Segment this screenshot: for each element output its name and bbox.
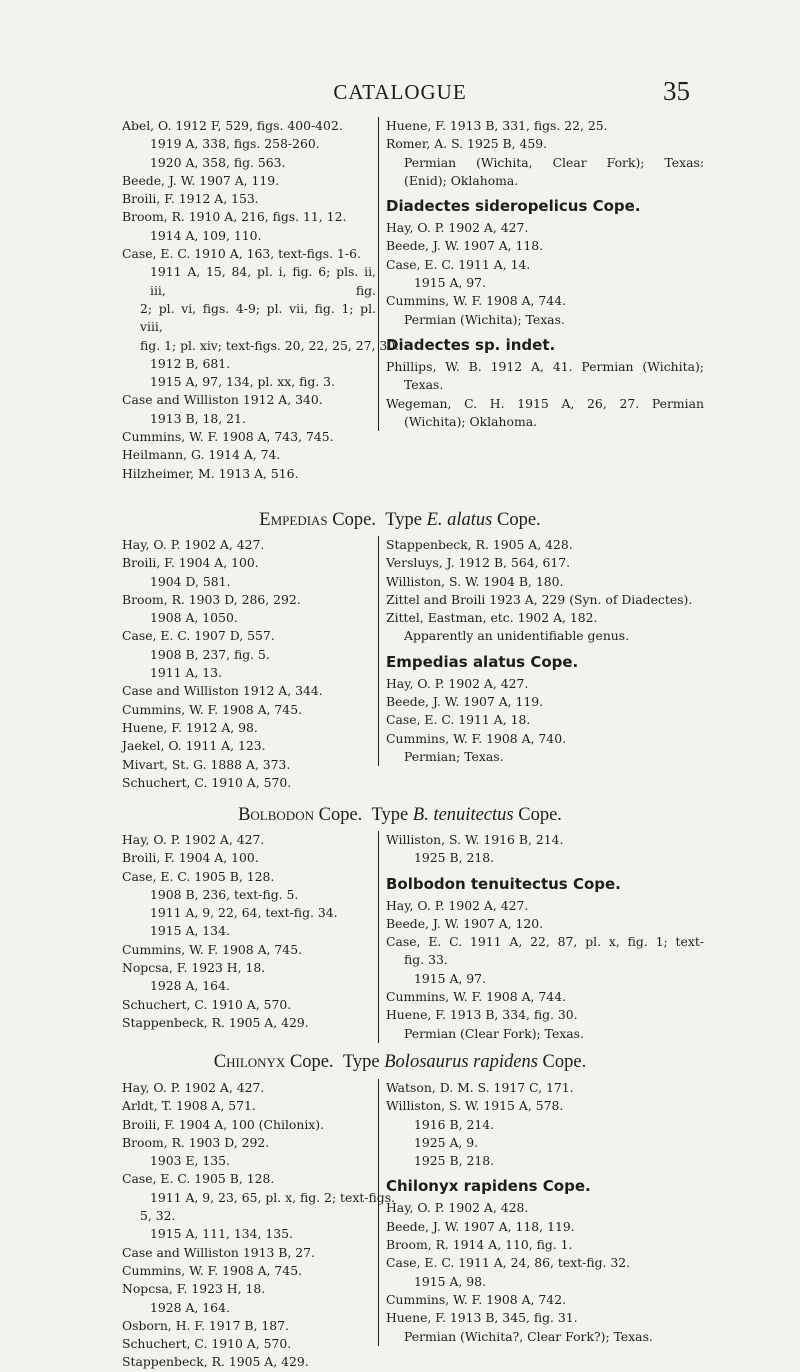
reference-line: 1920 A, 358, fig. 563. (150, 154, 286, 170)
reference-line: Mivart, St. G. 1888 A, 373. (122, 756, 291, 772)
genus-heading (0, 805, 800, 826)
reference-line: Phillips, W. B. 1912 A, 41. Permian (Wichita); (386, 358, 704, 374)
reference-line: Broili, F. 1912 A, 153. (122, 191, 259, 207)
reference-line: Jaekel, O. 1911 A, 123. (122, 738, 266, 754)
species-heading: Diadectes sp. indet. (386, 335, 556, 354)
reference-line: 1916 B, 214. (414, 1116, 495, 1132)
reference-line: Broom, R. 1910 A, 216, figs. 11, 12. (122, 209, 347, 225)
reference-line: Cummins, W. F. 1908 A, 745. (122, 941, 303, 957)
reference-line: Broom, R. 1914 A, 110, fig. 1. (386, 1237, 573, 1253)
reference-line: Case, E. C. 1905 B, 128. (122, 1171, 275, 1187)
reference-line: Case, E. C. 1911 A, 18. (386, 712, 531, 728)
type-prefix: Type (385, 510, 422, 530)
reference-line: 1914 A, 109, 110. (150, 227, 262, 243)
reference-line: (Wichita); Oklahoma. (404, 413, 538, 429)
type-author: Cope. (497, 510, 541, 530)
type-prefix: Type (371, 805, 409, 825)
reference-line: Beede, J. W. 1907 A, 118, 119. (386, 1218, 575, 1234)
reference-line: Case, E. C. 1911 A, 24, 86, text-fig. 32. (386, 1255, 631, 1271)
type-species: B. tenuitectus (412, 805, 514, 825)
species-heading: Bolbodon tenuitectus Cope. (386, 874, 621, 893)
reference-line: Hay, O. P. 1902 A, 427. (386, 897, 529, 913)
reference-line: 1928 A, 164. (150, 1299, 230, 1315)
right-column (378, 1079, 704, 1346)
reference-line: Permian (Wichita); Texas. (404, 311, 565, 327)
reference-line: 1915 A, 111, 134, 135. (150, 1226, 293, 1242)
reference-line: Williston, S. W. 1904 B, 180. (386, 573, 564, 589)
reference-line: 1915 A, 97, 134, pl. xx, fig. 3. (150, 374, 335, 390)
reference-line: Broili, F. 1904 A, 100. (122, 555, 259, 571)
reference-line: Case and Williston 1913 B, 27. (122, 1244, 315, 1260)
genus-author: Cope. (289, 1052, 334, 1072)
reference-line: Beede, J. W. 1907 A, 119. (122, 172, 280, 188)
reference-line: Apparently an unidentifiable genus. (404, 628, 630, 644)
right-column (378, 831, 704, 1043)
reference-line: 1928 A, 164. (150, 978, 230, 994)
reference-line: Huene, F. 1913 B, 345, fig. 31. (386, 1310, 578, 1326)
reference-line: Hilzheimer, M. 1913 A, 516. (122, 465, 299, 481)
reference-line: Zittel and Broili 1923 A, 229 (Syn. of Diadectes). (386, 591, 693, 607)
genus-name: Empedias (259, 510, 328, 530)
reference-line: Wegeman, C. H. 1915 A, 26, 27. Permian (386, 395, 704, 411)
reference-line: Cummins, W. F. 1908 A, 743, 745. (122, 429, 334, 445)
genus-heading (0, 510, 800, 531)
reference-line: Watson, D. M. S. 1917 C, 171. (386, 1080, 574, 1095)
reference-line: Case and Williston 1912 A, 344. (122, 683, 323, 699)
reference-line: 5, 32. (140, 1208, 176, 1224)
reference-line: 1911 A, 13. (150, 665, 223, 681)
reference-line: Williston, S. W. 1915 A, 578. (386, 1098, 564, 1114)
species-heading: Empedias alatus Cope. (386, 652, 579, 671)
genus-author: Cope. (318, 805, 363, 825)
reference-line: 1911 A, 15, 84, pl. i, fig. 6; pls. ii, iii, fig. (150, 264, 376, 298)
reference-line: fig. 1; pl. xiv; text-figs. 20, 22, 25, 27, 30. (140, 337, 400, 353)
running-title: CATALOGUE (333, 80, 467, 104)
reference-line: 1919 A, 338, figs. 258-260. (150, 136, 320, 152)
reference-line: Schuchert, C. 1910 A, 570. (122, 996, 292, 1012)
reference-line: Broom, R. 1903 D, 292. (122, 1134, 270, 1150)
reference-line: 2; pl. vi, figs. 4-9; pl. vii, fig. 1; pl. viii, (140, 300, 376, 335)
reference-line: Huene, F. 1913 B, 334, fig. 30. (386, 1007, 578, 1023)
left-column (122, 117, 400, 483)
reference-line: Case, E. C. 1905 B, 128. (122, 868, 275, 884)
reference-line: Williston, S. W. 1916 B, 214. (386, 832, 564, 847)
reference-line: Cummins, W. F. 1908 A, 744. (386, 989, 567, 1005)
reference-line: Hay, O. P. 1902 A, 428. (386, 1200, 529, 1216)
reference-line: 1908 B, 236, text-fig. 5. (150, 886, 299, 902)
reference-line: Nopcsa, F. 1923 H, 18. (122, 1281, 266, 1297)
reference-line: Beede, J. W. 1907 A, 119. (386, 694, 544, 710)
reference-line: Cummins, W. F. 1908 A, 745. (122, 701, 303, 717)
genus-name: Chilonyx (213, 1052, 286, 1072)
type-author: Cope. (542, 1052, 587, 1072)
reference-line: 1912 B, 681. (150, 355, 231, 371)
reference-line: 1915 A, 98. (414, 1273, 487, 1289)
left-column (122, 1079, 396, 1372)
reference-line: Stappenbeck, R. 1905 A, 429. (122, 1014, 309, 1030)
reference-line: fig. 33. (404, 952, 448, 968)
reference-line: Hay, O. P. 1902 A, 427. (386, 675, 529, 691)
reference-line: Cummins, W. F. 1908 A, 744. (386, 293, 567, 309)
reference-line: 1908 A, 1050. (150, 610, 238, 626)
reference-line: Hay, O. P. 1902 A, 427. (122, 1080, 265, 1095)
genus-author: Cope. (332, 510, 376, 530)
reference-line: Huene, F. 1913 B, 331, figs. 22, 25. (386, 118, 608, 133)
reference-line: Abel, O. 1912 F, 529, figs. 400-402. (122, 118, 343, 133)
reference-line: Broili, F. 1904 A, 100 (Chilonix). (122, 1116, 325, 1132)
left-column (122, 831, 376, 1032)
reference-line: Schuchert, C. 1910 A, 570. (122, 774, 292, 790)
reference-line: Case, E. C. 1910 A, 163, text-figs. 1-6. (122, 246, 361, 262)
reference-line: Versluys, J. 1912 B, 564, 617. (386, 555, 571, 571)
genus-name: Bolbodon (238, 805, 314, 825)
reference-line: (Enid); Oklahoma. (404, 172, 519, 188)
reference-line: 1913 B, 18, 21. (150, 410, 246, 426)
species-heading: Diadectes sideropelicus Cope. (386, 197, 641, 216)
type-species: E. alatus (426, 510, 493, 530)
reference-line: 1915 A, 97. (414, 275, 487, 291)
reference-line: Osborn, H. F. 1917 B, 187. (122, 1317, 289, 1333)
left-column (122, 536, 376, 792)
reference-line: Stappenbeck, R. 1905 A, 429. (122, 1354, 309, 1370)
reference-line: 1915 A, 97. (414, 970, 487, 986)
reference-line: Permian (Wichita?, Clear Fork?); Texas. (404, 1328, 653, 1344)
right-column (378, 536, 704, 766)
reference-line: Texas. (404, 377, 444, 393)
reference-line: Huene, F. 1912 A, 98. (122, 719, 258, 735)
reference-line: 1908 B, 237, fig. 5. (150, 646, 270, 662)
reference-line: Nopcsa, F. 1923 H, 18. (122, 960, 266, 976)
page-header (0, 78, 800, 108)
reference-line: 1903 E, 135. (150, 1153, 230, 1169)
reference-line: Arldt, T. 1908 A, 571. (122, 1098, 256, 1114)
reference-line: Beede, J. W. 1907 A, 118. (386, 238, 544, 254)
type-prefix: Type (342, 1052, 380, 1072)
reference-line: Heilmann, G. 1914 A, 74. (122, 447, 281, 463)
right-column (378, 117, 704, 431)
reference-line: Permian; Texas. (404, 748, 504, 764)
reference-line: Hay, O. P. 1902 A, 427. (122, 537, 265, 552)
reference-line: Cummins, W. F. 1908 A, 745. (122, 1262, 303, 1278)
reference-line: Case and Williston 1912 A, 340. (122, 392, 323, 408)
genus-heading (0, 1052, 800, 1073)
reference-line: Broili, F. 1904 A, 100. (122, 850, 259, 866)
type-species: Bolosaurus rapidens (384, 1052, 538, 1072)
reference-line: 1925 A, 9. (414, 1134, 479, 1150)
reference-line: 1904 D, 581. (150, 573, 231, 589)
reference-line: Hay, O. P. 1902 A, 427. (386, 220, 529, 236)
reference-line: 1925 B, 218. (414, 1153, 495, 1169)
reference-line: Case, E. C. 1911 A, 14. (386, 256, 531, 272)
reference-line: Cummins, W. F. 1908 A, 740. (386, 730, 567, 746)
reference-line: 1925 B, 218. (414, 850, 495, 866)
reference-line: Zittel, Eastman, etc. 1902 A, 182. (386, 610, 598, 626)
species-heading: Chilonyx rapidens Cope. (386, 1177, 591, 1196)
reference-line: Cummins, W. F. 1908 A, 742. (386, 1291, 567, 1307)
reference-line: 1915 A, 134. (150, 923, 230, 939)
page-number: 35 (663, 76, 690, 106)
reference-line: Case, E. C. 1907 D, 557. (122, 628, 275, 644)
reference-line: Beede, J. W. 1907 A, 120. (386, 915, 544, 931)
reference-line: Permian (Clear Fork); Texas. (404, 1025, 584, 1041)
reference-line: Broom, R. 1903 D, 286, 292. (122, 591, 301, 607)
reference-line: 1911 A, 9, 22, 64, text-fig. 34. (150, 905, 338, 921)
reference-line: Hay, O. P. 1902 A, 427. (122, 832, 265, 847)
reference-line: 1911 A, 9, 23, 65, pl. x, fig. 2; text-figs. (150, 1189, 396, 1205)
reference-line: Schuchert, C. 1910 A, 570. (122, 1336, 292, 1352)
reference-line: Romer, A. S. 1925 B, 459. (386, 136, 548, 152)
reference-line: Case, E. C. 1911 A, 22, 87, pl. x, fig. 1; text- (386, 934, 704, 950)
type-author: Cope. (518, 805, 562, 825)
reference-line: Permian (Wichita, Clear Fork); Texas: (404, 154, 704, 170)
reference-line: Stappenbeck, R. 1905 A, 428. (386, 537, 573, 552)
